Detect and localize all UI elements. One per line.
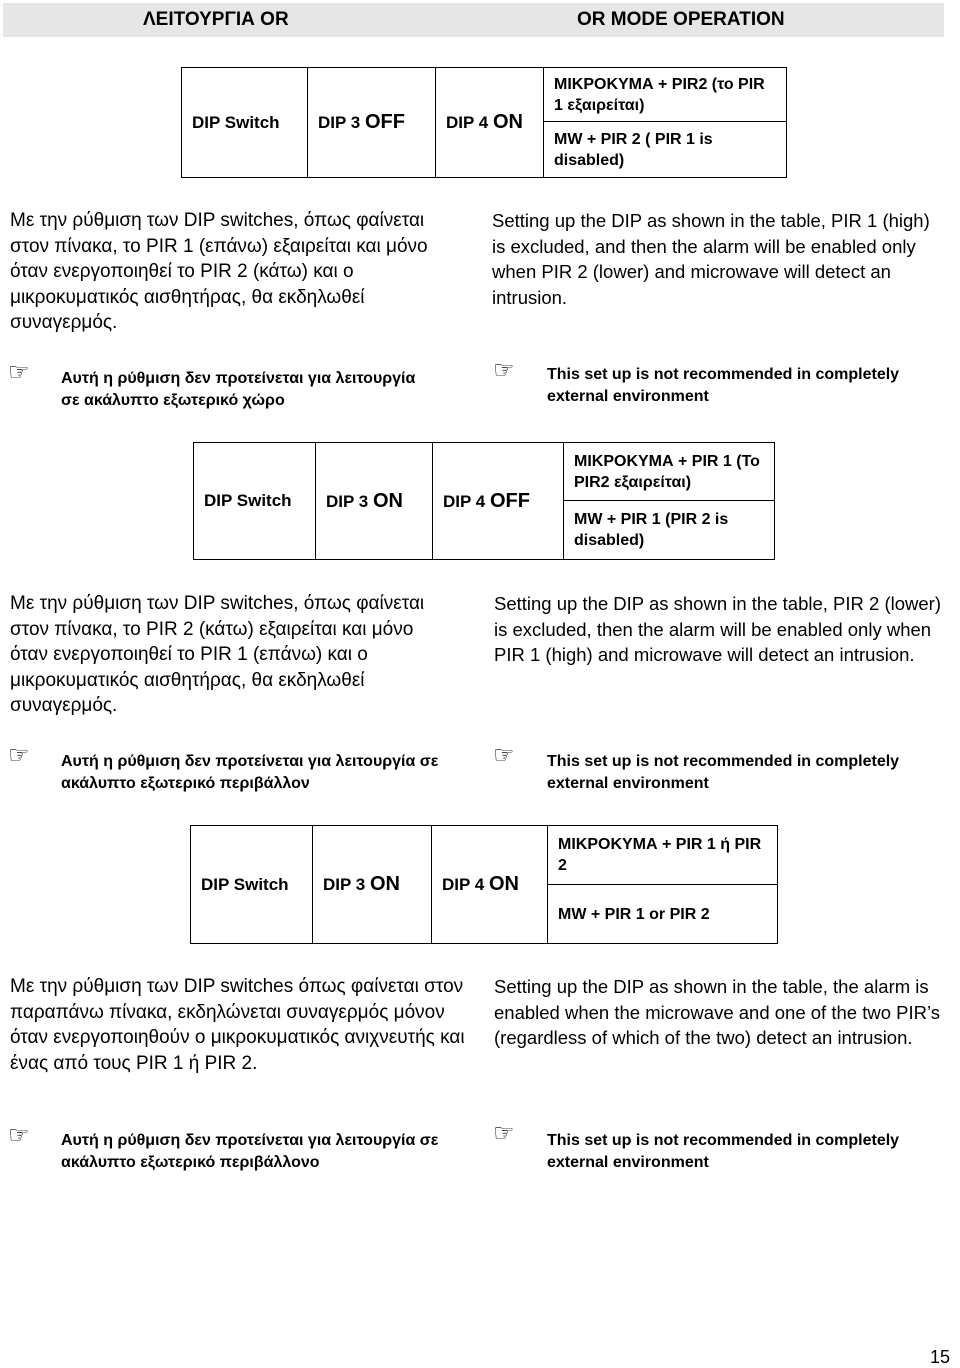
header-title-english: OR MODE OPERATION — [577, 9, 785, 30]
mode-greek: ΜΙΚΡΟΚΥΜΑ + PIR 1 ή PIR 2 — [548, 826, 778, 885]
dip4-cell — [433, 443, 564, 560]
pointing-hand-icon: ☞ — [493, 742, 515, 769]
note-greek: Αυτή η ρύθμιση δεν προτείνεται για λειτουργία σε ακάλυπτο εξωτερικό περιβάλλονο — [61, 1132, 439, 1171]
dip3-state: ON — [369, 873, 400, 895]
paragraph-greek: Με την ρύθμιση των DIP switches, όπως φαίνεται στον πίνακα, το PIR 1 (επάνω) εξαιρείται και μόνο όταν ενεργοποιηθεί το PIR 2 (κάτω) και ο μικροκυματικός αισθητήρας, θα εκδηλωθεί συναγερμός. — [10, 210, 428, 334]
mode-english: MW + PIR 2 ( PIR 1 is disabled) — [544, 122, 787, 178]
pointing-hand-icon: ☞ — [8, 1122, 30, 1149]
dip4-label: DIP 4 — [446, 113, 489, 132]
note-english: This set up is not recommended in completely external environment — [547, 753, 900, 792]
paragraph-english: Setting up the DIP as shown in the table, PIR 2 (lower) is excluded, then the alarm will be enabled only when PIR 1 (high) and microwave will detect an intrusion. — [494, 593, 941, 666]
dip-table-3 — [190, 825, 778, 944]
header-title-greek: ΛΕΙΤΟΥΡΓΙΑ OR — [143, 9, 289, 30]
note-english: This set up is not recommended in completely external environment — [547, 366, 900, 405]
dip4-label: DIP 4 — [443, 491, 486, 511]
paragraph-greek: Με την ρύθμιση των DIP switches όπως φαίνεται στον παραπάνω πίνακα, εκδηλώνεται συναγερμός μόνον όταν ενεργοποιηθούν ο μικροκυματικός ανιχνευτής και ένας από τους PIR 1 ή PIR 2. — [10, 976, 465, 1074]
dip3-state: OFF — [364, 111, 405, 133]
note-greek: Αυτή η ρύθμιση δεν προτείνεται για λειτουργία σε ακάλυπτο εξωτερικό χώρο — [61, 370, 416, 409]
paragraph-greek: Με την ρύθμιση των DIP switches, όπως φαίνεται στον πίνακα, το PIR 2 (κάτω) εξαιρείται και μόνο όταν ενεργοποιηθεί το PIR 1 (επάνω) και ο μικροκυματικός αισθητήρας, θα εκδηλωθεί συναγερμός. — [10, 593, 425, 717]
page-number: 15 — [929, 1347, 950, 1367]
paragraph-english: Setting up the DIP as shown in the table, the alarm is enabled when the microwave and one of the two PIR’s (regardless of which of the two) detect an intrusion. — [494, 976, 940, 1049]
dip-switch-label: DIP Switch — [194, 443, 316, 560]
dip3-state: ON — [372, 489, 403, 512]
dip3-cell — [313, 826, 432, 944]
mode-english: MW + PIR 1 (PIR 2 is disabled) — [564, 501, 775, 560]
dip3-label: DIP 3 — [326, 491, 369, 511]
dip4-state: ON — [492, 111, 523, 133]
dip4-cell — [432, 826, 548, 944]
dip4-state: ON — [488, 873, 519, 895]
pointing-hand-icon: ☞ — [493, 1120, 515, 1147]
dip3-cell — [316, 443, 433, 560]
pointing-hand-icon: ☞ — [8, 742, 30, 769]
dip4-cell — [436, 68, 544, 178]
dip-table-1 — [181, 67, 787, 178]
mode-greek: ΜΙΚΡΟΚΥΜΑ + PIR2 (το PIR 1 εξαιρείται) — [544, 68, 787, 122]
dip-table-2 — [193, 442, 775, 560]
dip3-label: DIP 3 — [318, 113, 361, 132]
note-english: This set up is not recommended in completely external environment — [547, 1132, 900, 1171]
dip4-state: OFF — [489, 489, 530, 512]
pointing-hand-icon: ☞ — [493, 357, 515, 384]
mode-greek: ΜΙΚΡΟΚΥΜΑ + PIR 1 (Το PIR2 εξαιρείται) — [564, 443, 775, 501]
dip3-cell — [308, 68, 436, 178]
note-greek: Αυτή η ρύθμιση δεν προτείνεται για λειτουργία σε ακάλυπτο εξωτερικό περιβάλλον — [61, 753, 439, 792]
dip4-label: DIP 4 — [442, 875, 485, 894]
dip3-label: DIP 3 — [323, 875, 366, 894]
dip-switch-label: DIP Switch — [182, 68, 308, 178]
mode-english: MW + PIR 1 or PIR 2 — [548, 885, 778, 944]
pointing-hand-icon: ☞ — [8, 359, 30, 386]
dip-switch-label: DIP Switch — [191, 826, 313, 944]
paragraph-english: Setting up the DIP as shown in the table, PIR 1 (high) is excluded, and then the alarm will be enabled only when PIR 2 (lower) and microwave will detect an intrusion. — [492, 210, 930, 308]
